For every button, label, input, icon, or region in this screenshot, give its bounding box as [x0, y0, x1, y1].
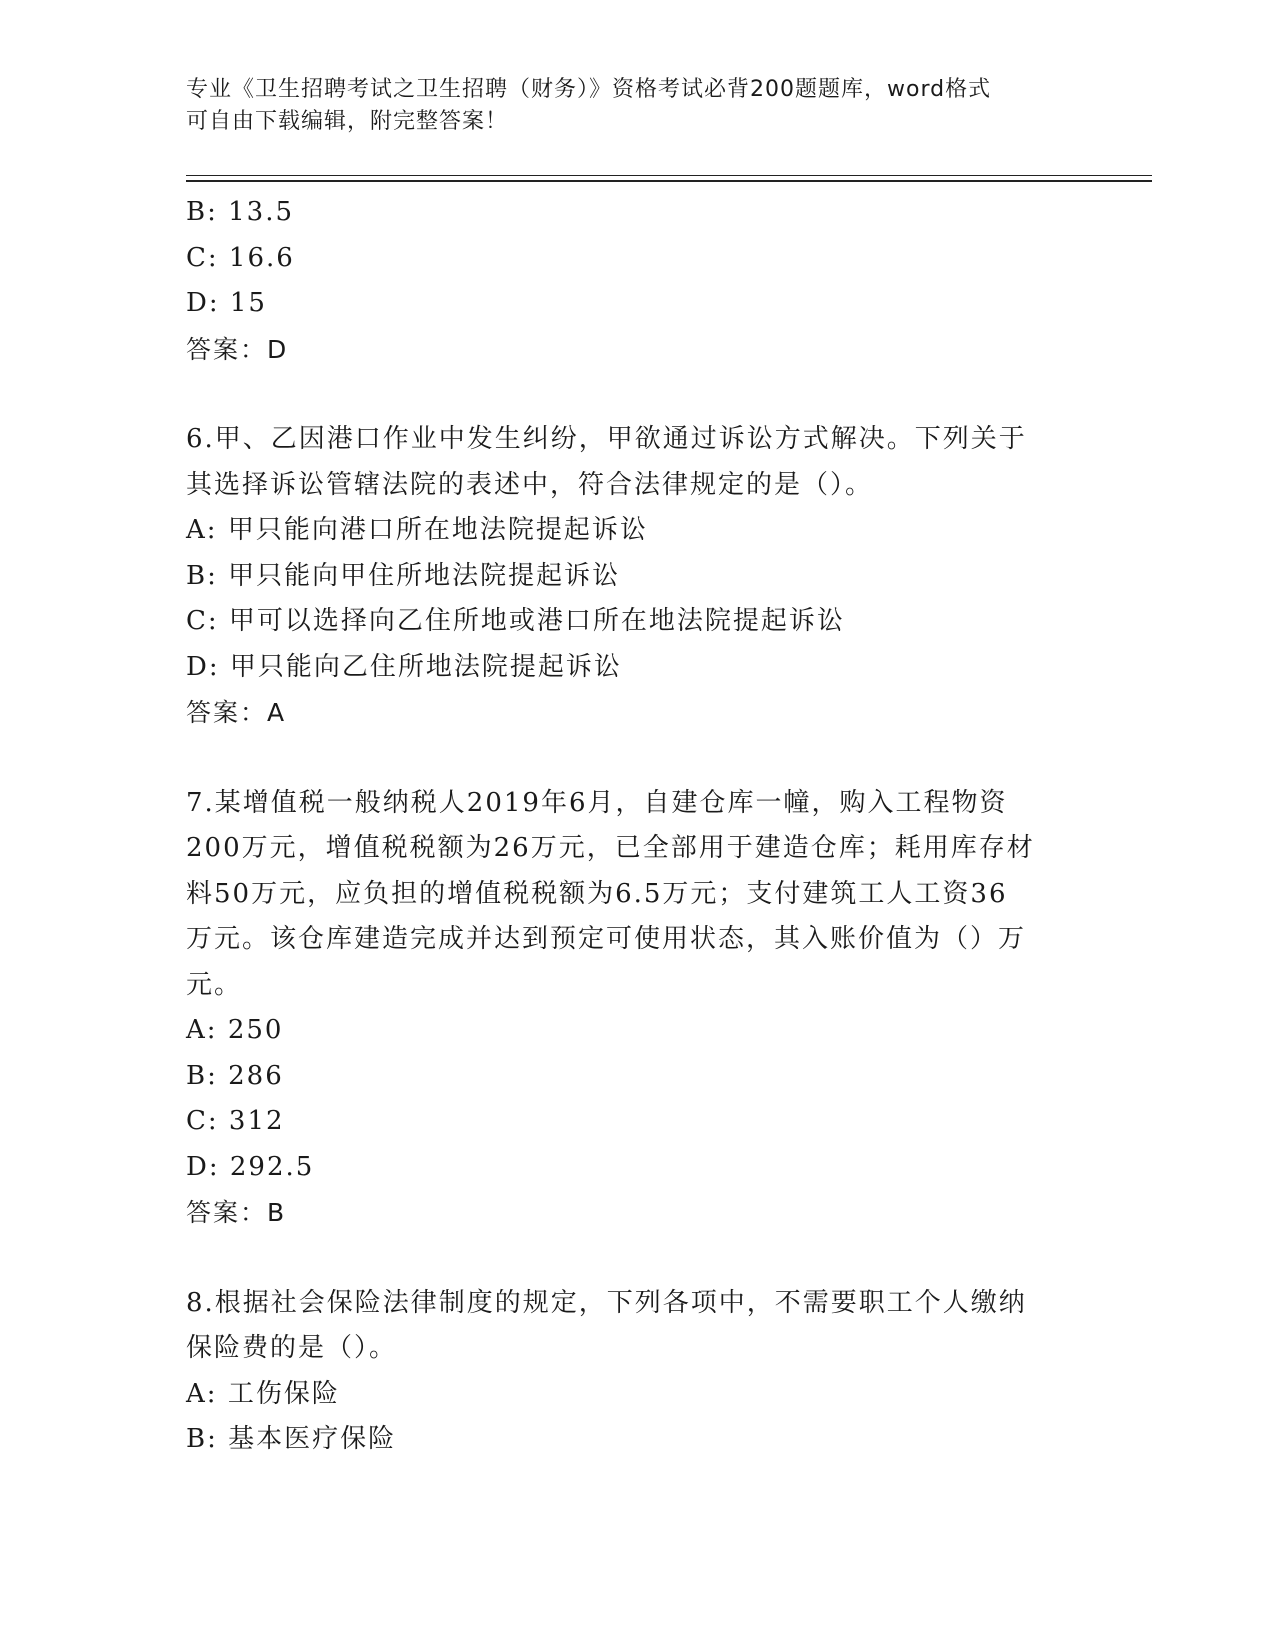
question-text-line: 元。 [186, 969, 243, 1000]
option-b [186, 1417, 1066, 1463]
question-text-line: 6.甲、乙因港口作业中发生纠纷，甲欲通过诉讼方式解决。下列关于 [186, 424, 1027, 454]
option-text: 16.6 [228, 242, 295, 273]
option-text: 15 [229, 288, 267, 318]
document-body [186, 190, 1066, 1463]
option-label: D: [186, 288, 220, 318]
option-text: 甲只能向港口所在地法院提起诉讼 [227, 515, 648, 545]
option-text: 甲可以选择向乙住所地或港口所在地法院提起诉讼 [228, 606, 845, 636]
header-rule-thick [186, 180, 1152, 182]
option-text: 13.5 [228, 197, 295, 227]
question-block-8 [186, 1281, 1066, 1463]
option-text: 292.5 [229, 1151, 315, 1182]
option-c [186, 236, 1066, 282]
option-label: A: [186, 1378, 218, 1409]
option-a [186, 1008, 1066, 1054]
option-label: B: [186, 197, 218, 227]
option-b [186, 1054, 1066, 1100]
option-a [186, 1372, 1066, 1418]
option-d [186, 281, 1066, 327]
option-label: B: [186, 560, 218, 591]
option-b [186, 190, 1066, 236]
option-b [186, 554, 1066, 600]
question-text-line: 其选择诉讼管辖法院的表述中，符合法律规定的是（）。 [186, 469, 874, 500]
option-label: A: [186, 1015, 218, 1045]
option-text: 甲只能向甲住所地法院提起诉讼 [228, 560, 621, 591]
header-rule-thin [186, 175, 1152, 176]
option-label: C: [186, 606, 219, 636]
option-a [186, 508, 1066, 554]
option-label: C: [186, 1106, 219, 1136]
option-c [186, 1099, 1066, 1145]
option-text: 工伤保险 [227, 1378, 340, 1409]
document-header [186, 74, 1066, 138]
option-text: 250 [227, 1015, 284, 1045]
header-line-1: 专业《卫生招聘考试之卫生招聘（财务）》资格考试必背200题题库，word格式 [186, 77, 992, 102]
option-label: D: [186, 1151, 220, 1182]
answer-line: 答案：D [186, 334, 289, 364]
question-text-line: 200万元，增值税税额为26万元，已全部用于建造仓库；耗用库存材 [186, 833, 1035, 863]
question-block-6 [186, 417, 1066, 736]
option-label: A: [186, 515, 218, 545]
option-text: 286 [228, 1060, 284, 1091]
question-text-line: 保险费的是（）。 [186, 1333, 398, 1363]
option-label: D: [186, 651, 220, 682]
question-block-prev [186, 190, 1066, 372]
answer-line: 答案：A [186, 698, 287, 727]
option-d [186, 1145, 1066, 1191]
question-text-line: 8.根据社会保险法律制度的规定，下列各项中，不需要职工个人缴纳 [186, 1287, 1027, 1318]
question-block-7 [186, 781, 1066, 1236]
option-text: 甲只能向乙住所地法院提起诉讼 [229, 651, 622, 682]
option-d [186, 645, 1066, 691]
option-label: B: [186, 1424, 218, 1454]
answer-line: 答案：B [186, 1198, 287, 1227]
option-label: B: [186, 1060, 218, 1091]
question-text-line: 7.某增值税一般纳税人2019年6月，自建仓库一幢，购入工程物资 [186, 787, 1008, 818]
question-text-line: 万元。该仓库建造完成并达到预定可使用状态，其入账价值为（）万 [186, 924, 1027, 954]
option-c [186, 599, 1066, 645]
option-text: 基本医疗保险 [228, 1424, 397, 1454]
option-label: C: [186, 242, 219, 273]
header-line-2: 可自由下载编辑，附完整答案！ [186, 109, 509, 134]
question-text-line: 料50万元，应负担的增值税税额为6.5万元；支付建筑工人工资36 [186, 878, 1008, 909]
option-text: 312 [228, 1106, 285, 1136]
